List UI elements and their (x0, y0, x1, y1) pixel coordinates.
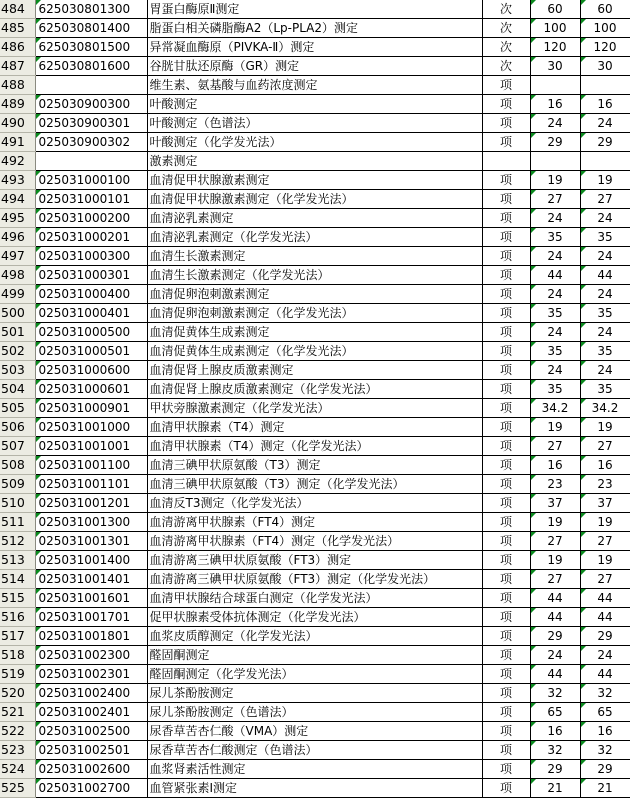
row-number-cell[interactable]: 486 (0, 38, 35, 57)
unit-cell[interactable]: 项 (482, 475, 530, 494)
row-number-cell[interactable]: 495 (0, 209, 35, 228)
unit-cell[interactable]: 项 (482, 399, 530, 418)
item-name-cell[interactable]: 血清促甲状腺激素测定 (147, 171, 482, 190)
item-code-cell[interactable]: 025031002501 (35, 741, 147, 760)
unit-cell[interactable]: 项 (482, 133, 530, 152)
price-cell[interactable]: 24 (530, 323, 580, 342)
item-code-cell[interactable]: 025031000201 (35, 228, 147, 247)
unit-cell[interactable]: 项 (482, 741, 530, 760)
row-number-cell[interactable]: 512 (0, 532, 35, 551)
price-cell[interactable]: 44 (580, 665, 630, 684)
item-code-cell[interactable]: 025031000400 (35, 285, 147, 304)
item-name-cell[interactable]: 血清游离甲状腺素（FT4）测定 (147, 513, 482, 532)
table-row (0, 76, 630, 95)
item-code-cell[interactable]: 025031001101 (35, 475, 147, 494)
price-cell[interactable]: 44 (530, 608, 580, 627)
row-number-cell[interactable]: 503 (0, 361, 35, 380)
row-number-cell[interactable]: 499 (0, 285, 35, 304)
unit-cell[interactable]: 项 (482, 437, 530, 456)
unit-cell[interactable]: 项 (482, 190, 530, 209)
item-name-cell[interactable]: 血清游离甲状腺素（FT4）测定（化学发光法） (147, 532, 482, 551)
row-number-cell[interactable]: 487 (0, 57, 35, 76)
price-cell[interactable]: 44 (530, 665, 580, 684)
price-cell[interactable]: 60 (530, 0, 580, 19)
item-name-cell[interactable]: 异常凝血酶原（PIVKA-Ⅱ）测定 (147, 38, 482, 57)
unit-cell[interactable]: 项 (482, 95, 530, 114)
unit-cell[interactable]: 项 (482, 513, 530, 532)
price-cell[interactable]: 24 (580, 209, 630, 228)
item-name-cell[interactable]: 尿儿茶酚胺测定 (147, 684, 482, 703)
item-code-cell[interactable]: 025031000501 (35, 342, 147, 361)
price-cell[interactable]: 19 (580, 418, 630, 437)
price-cell[interactable]: 30 (530, 57, 580, 76)
price-cell[interactable]: 24 (580, 646, 630, 665)
price-cell[interactable]: 44 (530, 266, 580, 285)
item-name-cell[interactable]: 血清游离三碘甲状原氨酸（FT3）测定 (147, 551, 482, 570)
item-code-cell[interactable]: 025031001000 (35, 418, 147, 437)
price-cell[interactable]: 24 (530, 285, 580, 304)
row-number-cell[interactable]: 502 (0, 342, 35, 361)
item-name-cell[interactable]: 尿儿茶酚胺测定（色谱法） (147, 703, 482, 722)
price-cell[interactable]: 27 (530, 532, 580, 551)
item-code-cell[interactable]: 025031001401 (35, 570, 147, 589)
price-cell[interactable]: 24 (580, 285, 630, 304)
row-number-cell[interactable]: 505 (0, 399, 35, 418)
item-code-cell[interactable]: 625030801500 (35, 38, 147, 57)
item-name-cell[interactable]: 血清生长激素测定（化学发光法） (147, 266, 482, 285)
table-row (0, 38, 630, 57)
price-cell[interactable]: 27 (580, 437, 630, 456)
unit-cell[interactable]: 项 (482, 361, 530, 380)
price-cell[interactable]: 44 (580, 608, 630, 627)
unit-cell[interactable]: 项 (482, 722, 530, 741)
item-code-cell[interactable] (35, 76, 147, 95)
table-row (0, 513, 630, 532)
price-cell[interactable]: 35 (530, 304, 580, 323)
price-cell[interactable]: 24 (530, 646, 580, 665)
unit-cell[interactable]: 项 (482, 304, 530, 323)
price-cell[interactable]: 19 (580, 551, 630, 570)
row-number-cell[interactable]: 508 (0, 456, 35, 475)
row-number-cell[interactable]: 518 (0, 646, 35, 665)
unit-cell[interactable]: 项 (482, 760, 530, 779)
unit-cell[interactable]: 项 (482, 380, 530, 399)
item-name-cell[interactable]: 血清促卵泡刺激素测定（化学发光法） (147, 304, 482, 323)
unit-cell[interactable]: 项 (482, 418, 530, 437)
item-code-cell[interactable]: 025031001201 (35, 494, 147, 513)
table-row (0, 456, 630, 475)
price-cell[interactable]: 24 (530, 361, 580, 380)
price-cell[interactable]: 16 (580, 95, 630, 114)
row-number-cell[interactable]: 507 (0, 437, 35, 456)
item-code-cell[interactable] (35, 152, 147, 171)
price-cell[interactable]: 37 (530, 494, 580, 513)
table-row (0, 722, 630, 741)
item-name-cell[interactable]: 血清促甲状腺激素测定（化学发光法） (147, 190, 482, 209)
price-cell[interactable]: 35 (580, 342, 630, 361)
row-number-cell[interactable]: 520 (0, 684, 35, 703)
item-code-cell[interactable]: 025031002401 (35, 703, 147, 722)
price-cell[interactable]: 37 (580, 494, 630, 513)
table-row (0, 266, 630, 285)
row-number-cell[interactable]: 510 (0, 494, 35, 513)
price-cell[interactable]: 19 (530, 418, 580, 437)
row-number-cell[interactable]: 515 (0, 589, 35, 608)
price-cell[interactable]: 16 (530, 456, 580, 475)
unit-cell[interactable]: 次 (482, 0, 530, 19)
price-cell[interactable]: 19 (530, 513, 580, 532)
row-number-cell[interactable]: 489 (0, 95, 35, 114)
item-code-cell[interactable]: 025031001300 (35, 513, 147, 532)
price-cell[interactable]: 35 (530, 228, 580, 247)
item-code-cell[interactable]: 025031001001 (35, 437, 147, 456)
unit-cell[interactable]: 项 (482, 266, 530, 285)
item-name-cell[interactable]: 叶酸测定 (147, 95, 482, 114)
unit-cell[interactable] (482, 152, 530, 171)
row-number-cell[interactable]: 513 (0, 551, 35, 570)
price-cell[interactable]: 35 (580, 380, 630, 399)
row-number-cell[interactable]: 509 (0, 475, 35, 494)
item-name-cell[interactable]: 血清促黄体生成素测定（化学发光法） (147, 342, 482, 361)
item-code-cell[interactable]: 025031000200 (35, 209, 147, 228)
row-number-cell[interactable]: 523 (0, 741, 35, 760)
unit-cell[interactable]: 次 (482, 57, 530, 76)
item-code-cell[interactable]: 025030900300 (35, 95, 147, 114)
price-cell[interactable]: 16 (580, 456, 630, 475)
unit-cell[interactable]: 项 (482, 209, 530, 228)
item-name-cell[interactable]: 血清甲状腺结合球蛋白测定（化学发光法） (147, 589, 482, 608)
item-name-cell[interactable]: 血清泌乳素测定（化学发光法） (147, 228, 482, 247)
price-cell[interactable] (580, 76, 630, 95)
price-cell[interactable]: 19 (580, 171, 630, 190)
unit-cell[interactable]: 项 (482, 532, 530, 551)
item-name-cell[interactable]: 血清甲状腺素（T4）测定 (147, 418, 482, 437)
table-row (0, 741, 630, 760)
table-row (0, 228, 630, 247)
unit-cell[interactable]: 项 (482, 570, 530, 589)
item-code-cell[interactable]: 025031002700 (35, 779, 147, 798)
table-row (0, 285, 630, 304)
row-number-cell[interactable]: 514 (0, 570, 35, 589)
table-row (0, 57, 630, 76)
item-code-cell[interactable]: 025031002301 (35, 665, 147, 684)
price-cell[interactable]: 21 (530, 779, 580, 798)
unit-cell[interactable]: 项 (482, 247, 530, 266)
row-number-cell[interactable]: 521 (0, 703, 35, 722)
price-cell[interactable]: 23 (530, 475, 580, 494)
price-cell[interactable]: 35 (580, 304, 630, 323)
price-cell[interactable]: 27 (530, 190, 580, 209)
price-cell[interactable]: 27 (530, 570, 580, 589)
item-name-cell[interactable]: 叶酸测定（色谱法） (147, 114, 482, 133)
item-code-cell[interactable]: 025031002600 (35, 760, 147, 779)
item-name-cell[interactable]: 血清促黄体生成素测定 (147, 323, 482, 342)
price-cell[interactable]: 29 (580, 133, 630, 152)
unit-cell[interactable]: 项 (482, 342, 530, 361)
row-number-cell[interactable]: 516 (0, 608, 35, 627)
price-cell[interactable]: 24 (580, 114, 630, 133)
price-cell[interactable]: 29 (530, 760, 580, 779)
item-code-cell[interactable]: 025031000401 (35, 304, 147, 323)
price-cell[interactable]: 16 (530, 722, 580, 741)
row-number-cell[interactable]: 498 (0, 266, 35, 285)
item-code-cell[interactable]: 025031000101 (35, 190, 147, 209)
price-cell[interactable]: 32 (580, 684, 630, 703)
table-row (0, 570, 630, 589)
item-name-cell[interactable]: 甲状旁腺激素测定（化学发光法） (147, 399, 482, 418)
table-row (0, 589, 630, 608)
table-row (0, 342, 630, 361)
table-row (0, 114, 630, 133)
row-number-cell[interactable]: 522 (0, 722, 35, 741)
table-row (0, 779, 630, 798)
item-code-cell[interactable]: 625030801600 (35, 57, 147, 76)
unit-cell[interactable]: 项 (482, 608, 530, 627)
item-code-cell[interactable]: 625030801300 (35, 0, 147, 19)
row-number-cell[interactable]: 504 (0, 380, 35, 399)
row-number-cell[interactable]: 490 (0, 114, 35, 133)
price-cell[interactable]: 29 (580, 760, 630, 779)
item-code-cell[interactable]: 025031000300 (35, 247, 147, 266)
item-name-cell[interactable]: 激素测定 (147, 152, 482, 171)
price-cell[interactable]: 21 (580, 779, 630, 798)
item-code-cell[interactable]: 025031000600 (35, 361, 147, 380)
row-number-cell[interactable]: 485 (0, 19, 35, 38)
item-code-cell[interactable]: 025031001801 (35, 627, 147, 646)
item-name-cell[interactable]: 叶酸测定（化学发光法） (147, 133, 482, 152)
item-name-cell[interactable]: 脂蛋白相关磷脂酶A2（Lp-PLA2）测定 (147, 19, 482, 38)
price-cell[interactable]: 27 (530, 437, 580, 456)
item-name-cell[interactable]: 谷胱甘肽还原酶（GR）测定 (147, 57, 482, 76)
item-name-cell[interactable]: 血清反T3测定（化学发光法） (147, 494, 482, 513)
price-cell[interactable]: 34.2 (580, 399, 630, 418)
price-cell[interactable]: 19 (580, 513, 630, 532)
price-cell[interactable]: 27 (580, 570, 630, 589)
item-code-cell[interactable]: 025030900302 (35, 133, 147, 152)
unit-cell[interactable]: 项 (482, 665, 530, 684)
item-code-cell[interactable]: 025031001701 (35, 608, 147, 627)
table-row (0, 399, 630, 418)
item-name-cell[interactable]: 血浆肾素活性测定 (147, 760, 482, 779)
item-name-cell[interactable]: 胃蛋白酶原Ⅱ测定 (147, 0, 482, 19)
price-cell[interactable]: 32 (530, 741, 580, 760)
price-cell[interactable]: 29 (530, 627, 580, 646)
item-code-cell[interactable]: 025031000601 (35, 380, 147, 399)
price-cell[interactable]: 44 (580, 266, 630, 285)
price-cell[interactable] (530, 76, 580, 95)
table-row (0, 95, 630, 114)
price-cell[interactable]: 24 (580, 323, 630, 342)
unit-cell[interactable]: 项 (482, 171, 530, 190)
table-row (0, 532, 630, 551)
row-number-cell[interactable]: 517 (0, 627, 35, 646)
row-number-cell[interactable]: 492 (0, 152, 35, 171)
price-cell[interactable]: 44 (530, 589, 580, 608)
price-cell[interactable]: 16 (530, 95, 580, 114)
price-cell[interactable]: 100 (530, 19, 580, 38)
price-cell[interactable]: 120 (530, 38, 580, 57)
item-name-cell[interactable]: 血清促肾上腺皮质激素测定（化学发光法） (147, 380, 482, 399)
item-name-cell[interactable]: 尿香草苦杏仁酸测定（色谱法） (147, 741, 482, 760)
price-cell[interactable]: 29 (530, 133, 580, 152)
table-row (0, 304, 630, 323)
row-number-cell[interactable]: 511 (0, 513, 35, 532)
price-cell[interactable]: 32 (580, 741, 630, 760)
table-row (0, 551, 630, 570)
item-code-cell[interactable]: 025031002500 (35, 722, 147, 741)
row-number-cell[interactable]: 506 (0, 418, 35, 437)
price-cell[interactable]: 120 (580, 38, 630, 57)
price-cell[interactable]: 35 (530, 380, 580, 399)
item-name-cell[interactable]: 醛固酮测定 (147, 646, 482, 665)
table-row (0, 494, 630, 513)
price-cell[interactable]: 24 (530, 114, 580, 133)
item-code-cell[interactable]: 025031001601 (35, 589, 147, 608)
price-cell[interactable]: 27 (580, 190, 630, 209)
item-name-cell[interactable]: 促甲状腺素受体抗体测定（化学发光法） (147, 608, 482, 627)
price-cell[interactable] (580, 152, 630, 171)
price-cell[interactable]: 32 (530, 684, 580, 703)
table-row (0, 418, 630, 437)
table-row (0, 437, 630, 456)
row-number-cell[interactable]: 491 (0, 133, 35, 152)
table-row (0, 608, 630, 627)
item-name-cell[interactable]: 血清游离三碘甲状原氨酸（FT3）测定（化学发光法） (147, 570, 482, 589)
table-row (0, 361, 630, 380)
item-name-cell[interactable]: 血清促卵泡刺激素测定 (147, 285, 482, 304)
price-cell[interactable]: 100 (580, 19, 630, 38)
price-cell[interactable]: 27 (580, 532, 630, 551)
unit-cell[interactable]: 项 (482, 779, 530, 798)
table-row (0, 152, 630, 171)
price-cell[interactable]: 44 (580, 589, 630, 608)
item-code-cell[interactable]: 025031001301 (35, 532, 147, 551)
item-name-cell[interactable]: 血清三碘甲状原氨酸（T3）测定（化学发光法） (147, 475, 482, 494)
item-code-cell[interactable]: 625030801400 (35, 19, 147, 38)
unit-cell[interactable]: 项 (482, 228, 530, 247)
table-row (0, 627, 630, 646)
price-cell[interactable]: 35 (580, 228, 630, 247)
table-row (0, 19, 630, 38)
unit-cell[interactable]: 项 (482, 285, 530, 304)
item-code-cell[interactable]: 025031001100 (35, 456, 147, 475)
table-row (0, 380, 630, 399)
price-cell[interactable]: 24 (530, 209, 580, 228)
item-code-cell[interactable]: 025031000500 (35, 323, 147, 342)
row-number-cell[interactable]: 484 (0, 0, 35, 19)
table-row (0, 475, 630, 494)
price-cell[interactable]: 60 (580, 0, 630, 19)
table-row (0, 171, 630, 190)
unit-cell[interactable]: 项 (482, 494, 530, 513)
item-name-cell[interactable]: 血浆皮质醇测定（化学发光法） (147, 627, 482, 646)
price-cell[interactable]: 29 (580, 627, 630, 646)
item-code-cell[interactable]: 025031002400 (35, 684, 147, 703)
unit-cell[interactable]: 项 (482, 684, 530, 703)
price-cell[interactable]: 23 (580, 475, 630, 494)
price-cell[interactable]: 19 (530, 551, 580, 570)
item-code-cell[interactable]: 025031001400 (35, 551, 147, 570)
price-cell[interactable]: 65 (530, 703, 580, 722)
table-row (0, 209, 630, 228)
unit-cell[interactable]: 项 (482, 456, 530, 475)
table-row (0, 247, 630, 266)
price-cell[interactable]: 24 (530, 247, 580, 266)
item-name-cell[interactable]: 血清甲状腺素（T4）测定（化学发光法） (147, 437, 482, 456)
item-code-cell[interactable]: 025031000301 (35, 266, 147, 285)
item-code-cell[interactable]: 025031000100 (35, 171, 147, 190)
row-number-cell[interactable]: 496 (0, 228, 35, 247)
row-number-cell[interactable]: 494 (0, 190, 35, 209)
price-cell[interactable]: 65 (580, 703, 630, 722)
unit-cell[interactable]: 项 (482, 646, 530, 665)
item-name-cell[interactable]: 维生素、氨基酸与血药浓度测定 (147, 76, 482, 95)
row-number-cell[interactable]: 525 (0, 779, 35, 798)
price-cell[interactable]: 34.2 (530, 399, 580, 418)
unit-cell[interactable]: 项 (482, 323, 530, 342)
table-row (0, 323, 630, 342)
table-row (0, 665, 630, 684)
row-number-cell[interactable]: 524 (0, 760, 35, 779)
row-number-cell[interactable]: 500 (0, 304, 35, 323)
table-row (0, 760, 630, 779)
price-cell[interactable]: 24 (580, 247, 630, 266)
item-code-cell[interactable]: 025031000901 (35, 399, 147, 418)
unit-cell[interactable]: 项 (482, 589, 530, 608)
table-row (0, 703, 630, 722)
row-number-cell[interactable]: 519 (0, 665, 35, 684)
unit-cell[interactable]: 项 (482, 627, 530, 646)
item-name-cell[interactable]: 血清三碘甲状原氨酸（T3）测定 (147, 456, 482, 475)
price-cell[interactable]: 35 (530, 342, 580, 361)
price-cell[interactable]: 16 (580, 722, 630, 741)
price-cell[interactable]: 19 (530, 171, 580, 190)
item-name-cell[interactable]: 醛固酮测定（化学发光法） (147, 665, 482, 684)
table-row (0, 133, 630, 152)
row-number-cell[interactable]: 493 (0, 171, 35, 190)
row-number-cell[interactable]: 501 (0, 323, 35, 342)
unit-cell[interactable]: 次 (482, 19, 530, 38)
table-row (0, 646, 630, 665)
item-name-cell[interactable]: 血管紧张素Ⅰ测定 (147, 779, 482, 798)
item-name-cell[interactable]: 尿香草苦杏仁酸（VMA）测定 (147, 722, 482, 741)
row-number-cell[interactable]: 488 (0, 76, 35, 95)
item-name-cell[interactable]: 血清生长激素测定 (147, 247, 482, 266)
unit-cell[interactable]: 次 (482, 38, 530, 57)
item-name-cell[interactable]: 血清促肾上腺皮质激素测定 (147, 361, 482, 380)
table-row (0, 684, 630, 703)
unit-cell[interactable]: 项 (482, 551, 530, 570)
price-cell[interactable] (530, 152, 580, 171)
unit-cell[interactable]: 项 (482, 76, 530, 95)
unit-cell[interactable]: 项 (482, 703, 530, 722)
item-code-cell[interactable]: 025030900301 (35, 114, 147, 133)
table-row (0, 0, 630, 19)
item-code-cell[interactable]: 025031002300 (35, 646, 147, 665)
item-name-cell[interactable]: 血清泌乳素测定 (147, 209, 482, 228)
unit-cell[interactable]: 项 (482, 114, 530, 133)
table-row (0, 190, 630, 209)
row-number-cell[interactable]: 497 (0, 247, 35, 266)
price-cell[interactable]: 24 (580, 361, 630, 380)
price-cell[interactable]: 30 (580, 57, 630, 76)
